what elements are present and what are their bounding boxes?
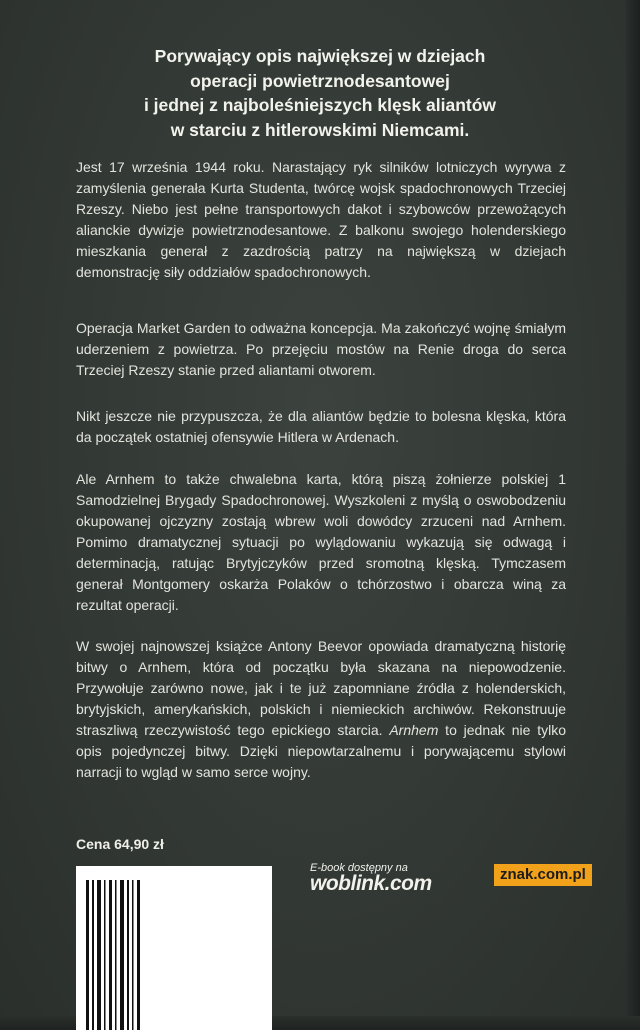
paragraph-5-part-1: W swojej najnowszej książce Antony Beevor opowiada dramatyczną historię bitwy o Arnhem, która od początku była skazana na niepowodzenie. Przywołuje zarówno nowe, jak i te już zapomniane źródła z holenderskich, brytyjskich, amerykańskich, polskich i niemieckich archiwów. Rekonstruuje straszliwą rzeczywistość tego epickiego starcia. [76,638,566,738]
barcode [76,866,272,1030]
headline-line-3: i jednej z najboleśniejszych klęsk aliantów [143,95,497,115]
cover-edge-right [626,0,640,1030]
paragraph-5 [76,636,566,783]
paragraph-2-text: Operacja Market Garden to odważna koncepcja. Ma zakończyć wojnę śmiałym uderzeniem z powietrza. Po przejęciu mostów na Renie droga do serca Trzeciej Rzeszy stanie przed aliantami otworem. [76,320,566,378]
paragraph-4 [76,469,566,616]
paragraph-5-part-2: to jednak nie tylko opis pojedynczej bitwy. Dzięki niepowtarzalnemu i porywającemu stylowi narracji to wgląd w samo serce wojny. [76,722,566,780]
headline-line-4: w starciu z hitlerowskimi Niemcami. [170,119,470,140]
woblink-logo[interactable]: woblink.com [310,872,432,895]
paragraph-1 [76,157,566,283]
ebook-caption: E-book dostępny na [310,862,408,874]
barcode-icon [86,880,262,1030]
ebook-availability [310,862,432,896]
paragraph-3-text: Nikt jeszcze nie przypuszcza, że dla aliantów będzie to bolesna klęska, która da początek ostatniej ofensywie Hitlera w Ardenach. [76,408,566,445]
headline-line-1: Porywający opis największej w dziejach [154,46,486,66]
price-label: Cena 64,90 zł [76,836,164,852]
paragraph-3 [76,406,566,448]
headline-line-2: operacji powietrznodesantowej [190,70,450,91]
paragraph-4-text: Ale Arnhem to także chwalebna karta, którą piszą żołnierze polskiej 1 Samodzielnej Brygady Spadochronowej. Wyszkoleni z myślą o oswobodzeniu okupowanej ojczyzny zostają wbrew woli dowódcy zrzuceni nad Arnhem. Pomimo dramatycznej sytuacji po wylądowaniu wykazują się odwagą i determinacją, ratując Brytyjczyków przed sromotną klęską. Tymczasem generał Montgomery oskarża Polaków o tchórzostwo i obarcza winą za rezultat operacji. [76,471,566,613]
paragraph-2 [76,318,566,381]
paragraph-1-text: Jest 17 września 1944 roku. Narastający ryk silników lotniczych wyrywa z zamyślenia generała Kurta Studenta, twórcę wojsk spadochronowych Trzeciej Rzeszy. Niebo jest pełne transportowych dakot i szybowców przewożących alianckie dywizje powietrznodesantowe. Z balkonu swojego holenderskiego mieszkania generał z zazdrością patrzy na największą w dziejach demonstrację siły oddziałów spadochronowych. [76,159,566,280]
book-title-italic: Arnhem [389,722,439,738]
headline [60,44,580,142]
publisher-logo[interactable]: znak.com.pl [494,864,592,886]
paragraph-5-text [76,636,566,783]
